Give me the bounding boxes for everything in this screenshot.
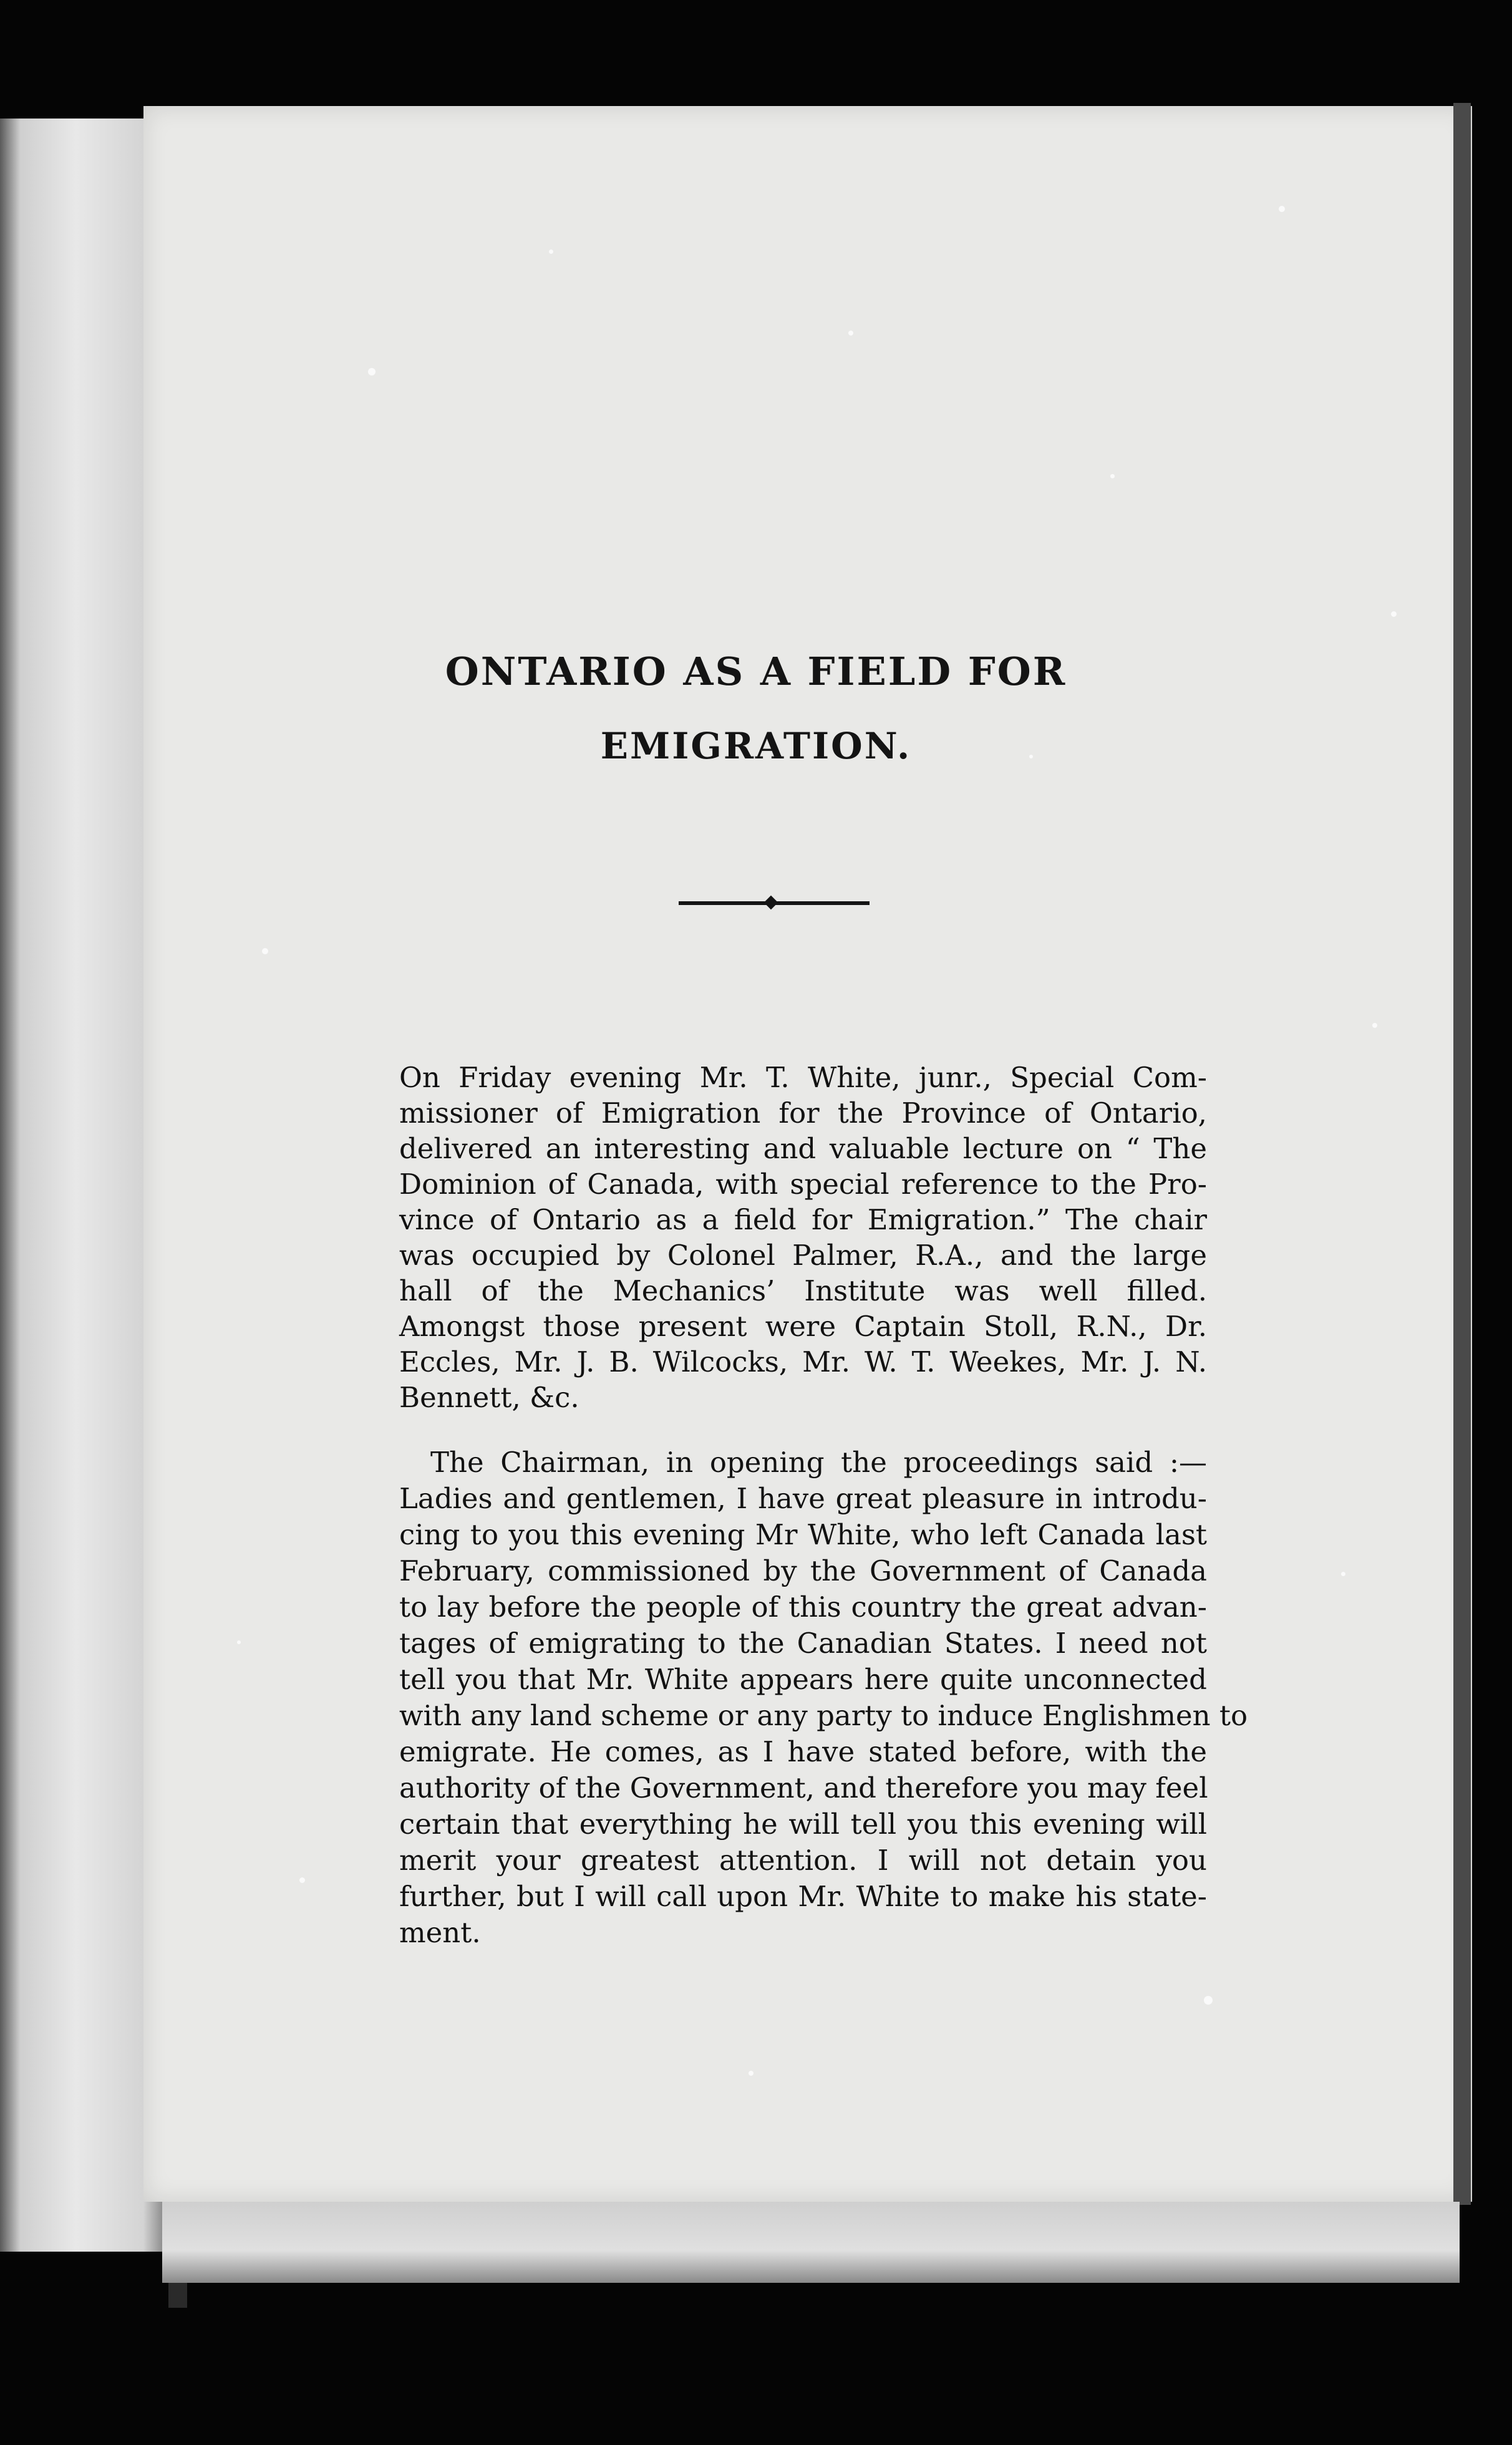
text-line: Eccles, Mr. J. B. Wilcocks, Mr. W. T. Weekes, Mr. J. N.: [399, 1345, 1207, 1378]
text-line: hall of the Mechanics’ Institute was well filled.: [399, 1274, 1207, 1307]
text-line: Amongst those present were Captain Stoll, R.N., Dr.: [399, 1310, 1207, 1343]
text-line: February, commissioned by the Government of Canada: [399, 1554, 1207, 1587]
text-line: emigrate. He comes, as I have stated before, with the: [399, 1735, 1207, 1768]
text-line: tell you that Mr. White appears here quite unconnected: [399, 1663, 1207, 1696]
text-line: ment.: [399, 1916, 481, 1949]
text-line: vince of Ontario as a field for Emigration.” The chair: [399, 1203, 1207, 1236]
text-line: On Friday evening Mr. T. White, junr., Special Com-: [399, 1061, 1207, 1094]
text-line: The Chairman, in opening the proceedings said :—: [430, 1446, 1207, 1479]
text-line: Dominion of Canada, with special reference to the Pro-: [399, 1168, 1207, 1201]
text-line: with any land scheme or any party to induce Englishmen to: [399, 1699, 1248, 1732]
text-line: missioner of Emigration for the Province of Ontario,: [399, 1097, 1207, 1130]
text-line: delivered an interesting and valuable lecture on “ The: [399, 1132, 1207, 1165]
text-line: merit your greatest attention. I will not detain you: [399, 1844, 1207, 1877]
text-line: certain that everything he will tell you this evening will: [399, 1808, 1207, 1841]
text-line: Bennett, &c.: [399, 1381, 579, 1414]
text-line: tages of emigrating to the Canadian States. I need not: [399, 1627, 1207, 1660]
text-line: authority of the Government, and therefore you may feel: [399, 1771, 1208, 1804]
page-bottom-edge: [162, 2202, 1460, 2283]
text-line: further, but I will call upon Mr. White to make his state-: [399, 1880, 1207, 1913]
text-line: to lay before the people of this country the great advan-: [399, 1590, 1207, 1624]
text-line: Ladies and gentlemen, I have great pleasure in introdu-: [399, 1482, 1207, 1515]
text-line: cing to you this evening Mr White, who left Canada last: [399, 1518, 1207, 1551]
text-line: was occupied by Colonel Palmer, R.A., and the large: [399, 1239, 1207, 1272]
page-right-edge: [1453, 103, 1471, 2205]
document-title-line-1: ONTARIO AS A FIELD FOR: [445, 649, 1067, 694]
document-title-line-2: EMIGRATION.: [600, 725, 912, 767]
